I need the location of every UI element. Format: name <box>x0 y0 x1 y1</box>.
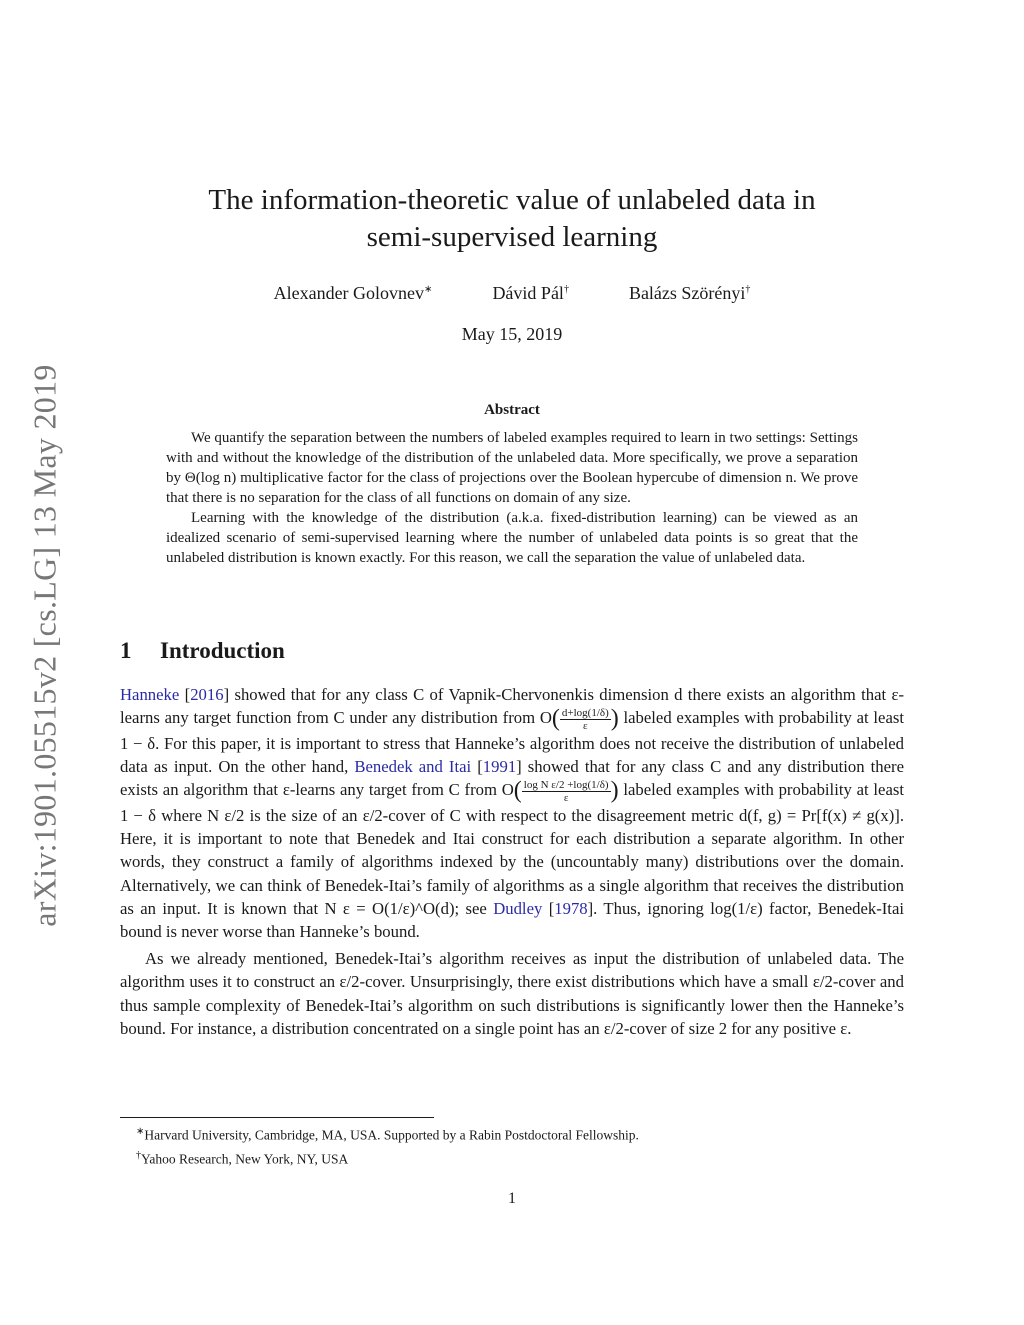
abstract-paragraph-2: Learning with the knowledge of the distribution (a.k.a. fixed-distribution learning) can be viewed as an idealized scenario of semi-supervised learning where the number of unlabeled data points is so great that the unlabeled distribution is known exactly. For this reason, we call the separation the value of unlabeled data. <box>166 510 858 566</box>
author-3: Balázs Szörényi† <box>628 283 751 303</box>
footnote-2: †Yahoo Research, New York, NY, USA <box>136 1149 349 1166</box>
abstract-heading: Abstract <box>484 402 540 418</box>
abstract-paragraph-1: We quantify the separation between the numbers of labeled examples required to learn in two settings: Settings with and without the knowledge of the distribution of the unlabeled data. More specifically, we prove a separation by Θ(log n) multiplicative factor for the class of projections over the Boolean hypercube of dimension n. We prove that there is no separation for the class of all functions on domain of any size. <box>166 430 858 506</box>
author-1: Alexander Golovnev∗ <box>273 283 433 303</box>
footnotes <box>120 1122 904 1169</box>
author-list <box>120 283 904 304</box>
introduction-body <box>120 683 904 1040</box>
fraction-hanneke-bound: $\frac{d+\log(1/\delta)}{\varepsilon}$ <box>561 706 609 732</box>
arxiv-sidebar-stamp <box>22 340 68 950</box>
section-number: 1 <box>120 638 132 663</box>
arxiv-id-label: arXiv:1901.05515v2 [cs.LG] 13 May 2019 <box>26 363 63 927</box>
citation-hanneke-year[interactable]: 2016 <box>190 685 224 704</box>
footnote-rule <box>120 1117 434 1118</box>
intro-paragraph-1: Hanneke [2016] showed that for any class C of Vapnik-Chervonenkis dimension d there exists an algorithm that ε-learns any target function from C under any distribution from O( $\frac{d+\log(1/\delta)}{\varepsilon}$ ) labeled examples with probability at least 1 − δ. For this paper, it is important to stress that Hanneke’s algorithm does not receive the distribution of unlabeled data as input. On the other hand, Benedek and Itai [1991] showed that for any class C and any distribution there exists an algorithm that ε-learns any target from C from O( $\frac{\text{log N ε/2 +log(1/δ)}}{\varepsilon}$ ) labeled examples with probability at least 1 − δ where N ε/2 is the size of an ε/2-cover of C with respect to the disagreement metric d(f, g) = Pr[f(x) ≠ g(x)]. Here, it is important to note that Benedek and Itai construct for each distribution a separate algorithm. In other words, they construct a family of algorithms indexed by the (uncountably many) distributions over the domain. Alternatively, we can think of Benedek-Itai’s family of algorithms as a single algorithm that receives the distribution as an input. It is known that N ε = O(1/ε)^O(d); see Dudley [1978]. Thus, ignoring log(1/ε) factor, Benedek-Itai bound is never worse than Hanneke’s bound. <box>120 685 905 941</box>
abstract-body <box>166 428 858 568</box>
author-2: Dávid Pál† <box>492 283 569 303</box>
citation-hanneke[interactable]: Hanneke <box>120 685 180 704</box>
intro-paragraph-2: As we already mentioned, Benedek-Itai’s algorithm receives as input the distribution of unlabeled data. The algorithm uses it to construct an ε/2-cover. Unsurprisingly, there exist distributions which have a small ε/2-cover and thus sample complexity of Benedek-Itai’s algorithm on such distributions is significantly lower then the Hanneke’s bound. For instance, a distribution concentrated on a single point has an ε/2-cover of size 2 for any positive ε. <box>120 949 904 1038</box>
title-line-1: The information-theoretic value of unlabeled data in <box>208 184 816 216</box>
citation-dudley[interactable]: Dudley <box>493 898 543 918</box>
section-heading <box>120 638 285 664</box>
citation-benedek-itai[interactable]: Benedek and Itai <box>354 757 472 777</box>
citation-dudley-year[interactable]: 1978 <box>554 898 588 918</box>
fraction-benedek-itai-bound: $\frac{\text{log N ε/2 +log(1/δ)}}{\varepsilon}$ <box>523 778 609 804</box>
citation-benedek-itai-year[interactable]: 1991 <box>482 757 517 777</box>
page-number: 1 <box>508 1190 516 1207</box>
section-title: Introduction <box>160 638 285 663</box>
footnote-1: ∗Harvard University, Cambridge, MA, USA. Supported by a Rabin Postdoctoral Fellowship. <box>136 1126 639 1143</box>
paper-date: May 15, 2019 <box>461 324 563 344</box>
paper-title <box>120 182 904 256</box>
title-line-2: semi-supervised learning <box>366 221 658 253</box>
